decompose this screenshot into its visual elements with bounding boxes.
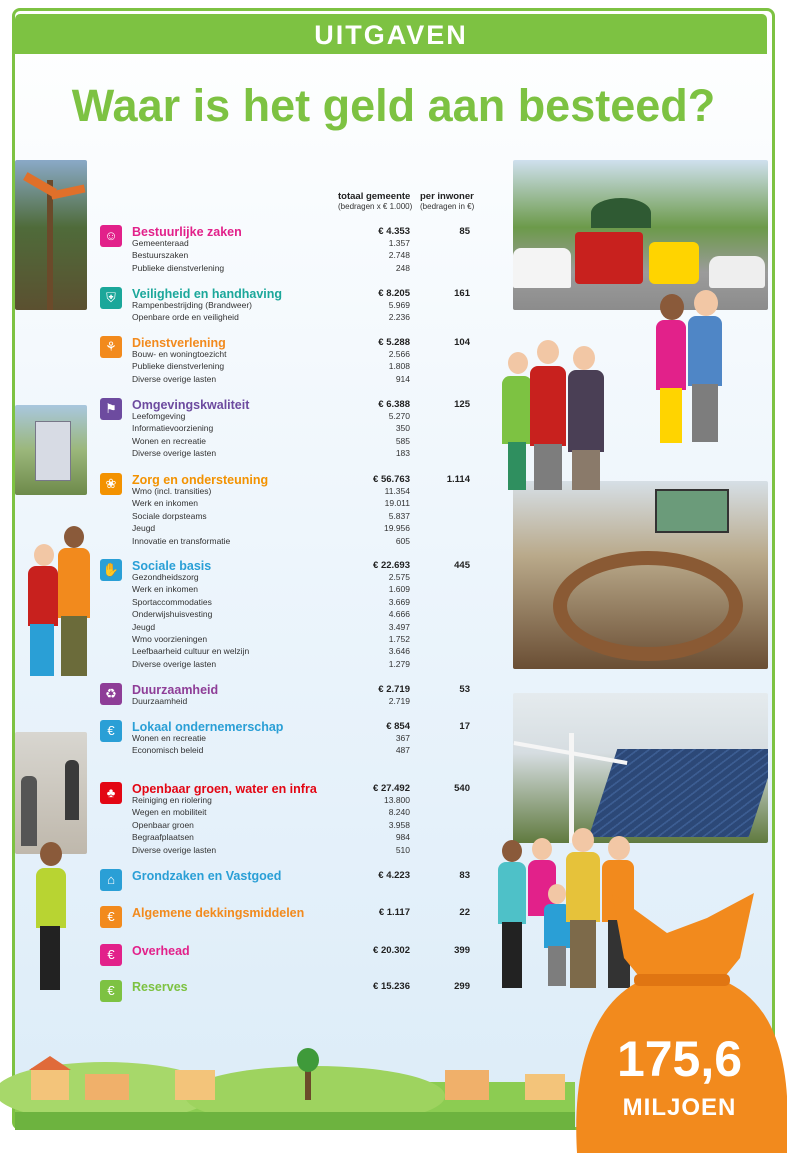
section-total: € 6.388	[378, 399, 410, 410]
row-label: Diverse overige lasten	[132, 448, 217, 459]
recycle-icon: ♻	[100, 683, 122, 705]
section-total: € 2.719	[378, 684, 410, 695]
row-value: 2.575	[388, 572, 410, 582]
landscape-illustration	[15, 1040, 575, 1130]
row-label: Gemeenteraad	[132, 238, 189, 248]
section-per-inhabitant: 125	[454, 399, 470, 410]
row-label: Sociale dorpsteams	[132, 510, 207, 521]
section-title: Zorg en ondersteuning	[132, 473, 269, 487]
section-title: Veiligheid en handhaving	[132, 287, 283, 301]
row-value: 585	[395, 435, 410, 446]
photo-wind-solar	[513, 693, 768, 843]
section-total: € 5.288	[378, 337, 410, 348]
money-bag-icon: €	[100, 980, 122, 1002]
illustration-woman-left	[28, 840, 78, 992]
row-value: 5.969	[388, 300, 410, 310]
section-total: € 20.302	[373, 945, 410, 956]
row-value: 487	[395, 745, 410, 756]
section-per-inhabitant: 53	[459, 684, 470, 695]
row-value: 350	[395, 423, 410, 434]
row-value: 19.011	[384, 498, 410, 509]
money-bag-icon: €	[100, 944, 122, 966]
row-value: 3.646	[388, 646, 410, 657]
total-money-bag	[572, 888, 787, 1153]
total-amount: 175,6	[616, 1031, 743, 1087]
row-label: Innovatie en transformatie	[132, 535, 231, 546]
column-header-total: totaal gemeente (bedragen x € 1.000)	[338, 191, 413, 211]
tree-icon: ♣	[100, 782, 122, 804]
row-value: 2.748	[388, 250, 410, 261]
row-value: 510	[395, 844, 410, 855]
section-per-inhabitant: 17	[459, 721, 470, 732]
row-value: 248	[395, 262, 410, 273]
row-value: 1.752	[388, 634, 410, 644]
photo-hand-sign	[15, 405, 87, 495]
hands-icon: ✋	[100, 559, 122, 581]
section-per-inhabitant: 161	[454, 288, 470, 299]
row-value: 3.958	[388, 819, 410, 830]
row-label: Informatievoorziening	[132, 423, 214, 434]
section-per-inhabitant: 83	[459, 870, 470, 881]
section-per-inhabitant: 540	[454, 783, 470, 794]
photo-workshop	[15, 732, 87, 854]
row-label: Reiniging en riolering	[132, 795, 212, 805]
money-bag-icon: €	[100, 720, 122, 742]
section-title: Sociale basis	[132, 559, 212, 573]
row-value: 3.669	[388, 596, 410, 607]
photo-signpost	[15, 160, 87, 310]
row-label: Gezondheidszorg	[132, 572, 199, 582]
row-value: 19.956	[384, 523, 410, 534]
section-title: Grondzaken en Vastgoed	[132, 869, 282, 883]
row-value: 1.279	[388, 658, 410, 669]
section-total: € 22.693	[373, 560, 410, 571]
row-label: Diverse overige lasten	[132, 373, 217, 384]
section-title: Dienstverlening	[132, 336, 226, 350]
section-total: € 854	[386, 721, 410, 732]
row-label: Bestuurszaken	[132, 250, 189, 261]
row-value: 914	[395, 373, 410, 384]
row-value: 4.666	[388, 609, 410, 620]
row-label: Jeugd	[132, 523, 156, 534]
row-value: 984	[395, 832, 410, 843]
row-label: Werk en inkomen	[132, 584, 198, 595]
row-value: 367	[395, 733, 410, 743]
house-icon: ⌂	[100, 869, 122, 891]
section-total: € 8.205	[378, 288, 410, 299]
row-label: Sportaccommodaties	[132, 596, 212, 607]
row-label: Werk en inkomen	[132, 498, 198, 509]
section-title: Bestuurlijke zaken	[132, 225, 242, 239]
row-value: 2.236	[388, 312, 410, 323]
total-unit: MILJOEN	[622, 1094, 737, 1121]
section-title: Lokaal ondernemerschap	[132, 720, 284, 734]
row-label: Bouw- en woningtoezicht	[132, 349, 227, 359]
row-label: Openbaar groen	[132, 819, 194, 830]
photo-emergency-services	[513, 160, 768, 310]
row-value: 5.270	[388, 411, 410, 421]
row-label: Diverse overige lasten	[132, 844, 217, 855]
row-value: 1.609	[388, 584, 410, 595]
row-value: 183	[395, 448, 410, 459]
section-per-inhabitant: 399	[454, 945, 470, 956]
row-value: 11.354	[384, 486, 410, 496]
row-value: 2.719	[388, 696, 410, 706]
row-value: 8.240	[388, 807, 410, 818]
row-label: Jeugd	[132, 621, 156, 632]
row-label: Leefomgeving	[132, 411, 186, 421]
illustration-family-right	[500, 290, 740, 495]
section-total: € 56.763	[373, 474, 410, 485]
row-label: Begraafplaatsen	[132, 832, 194, 843]
section-total: € 27.492	[373, 783, 410, 794]
row-value: 13.800	[384, 795, 410, 805]
signpost-icon: ⚑	[100, 398, 122, 420]
row-value: 1.808	[388, 361, 410, 372]
section-per-inhabitant: 299	[454, 981, 470, 992]
section-total: € 1.117	[378, 907, 410, 918]
row-label: Duurzaamheid	[132, 696, 188, 706]
section-per-inhabitant: 1.114	[446, 474, 470, 485]
row-label: Publieke dienstverlening	[132, 361, 225, 372]
row-label: Rampenbestrijding (Brandweer)	[132, 300, 253, 310]
row-label: Publieke dienstverlening	[132, 262, 225, 273]
row-label: Wonen en recreatie	[132, 733, 207, 743]
section-title: Reserves	[132, 980, 188, 994]
row-value: 3.497	[388, 621, 410, 632]
header-banner: UITGAVEN	[15, 14, 767, 54]
row-label: Leefbaarheid cultuur en welzijn	[132, 646, 250, 657]
care-icon: ❀	[100, 473, 122, 495]
row-label: Wegen en mobiliteit	[132, 807, 207, 818]
section-total: € 4.353	[378, 226, 410, 237]
people-icon: ☺	[100, 225, 122, 247]
page-title: Waar is het geld aan besteed?	[71, 80, 716, 131]
section-per-inhabitant: 22	[459, 907, 470, 918]
row-label: Wonen en recreatie	[132, 435, 207, 446]
section-total: € 15.236	[373, 981, 410, 992]
row-label: Economisch beleid	[132, 745, 204, 756]
row-value: 2.566	[388, 349, 410, 359]
row-label: Onderwijshuisvesting	[132, 609, 213, 620]
section-title: Overhead	[132, 944, 190, 958]
handshake-icon: ⚘	[100, 336, 122, 358]
column-header-per-inhabitant: per inwoner (bedragen in €)	[420, 191, 475, 211]
section-title: Openbaar groen, water en infra	[132, 782, 317, 796]
row-value: 605	[395, 535, 410, 546]
section-per-inhabitant: 85	[459, 226, 470, 237]
row-label: Openbare orde en veiligheid	[132, 312, 239, 323]
photo-council-chamber	[513, 481, 768, 669]
row-label: Wmo (incl. transities)	[132, 486, 212, 496]
money-bag-icon: €	[100, 906, 122, 928]
row-label: Wmo voorzieningen	[132, 634, 208, 644]
section-title: Algemene dekkingsmiddelen	[132, 906, 305, 920]
section-title: Omgevingskwaliteit	[132, 398, 250, 412]
section-per-inhabitant: 445	[454, 560, 470, 571]
row-value: 5.837	[388, 510, 410, 521]
illustration-couple-left	[18, 522, 98, 682]
row-value: 1.357	[388, 238, 410, 248]
section-title: Duurzaamheid	[132, 683, 219, 697]
shield-icon: ⛨	[100, 287, 122, 309]
row-label: Diverse overige lasten	[132, 658, 217, 669]
section-per-inhabitant: 104	[454, 337, 470, 348]
section-total: € 4.223	[378, 870, 410, 881]
